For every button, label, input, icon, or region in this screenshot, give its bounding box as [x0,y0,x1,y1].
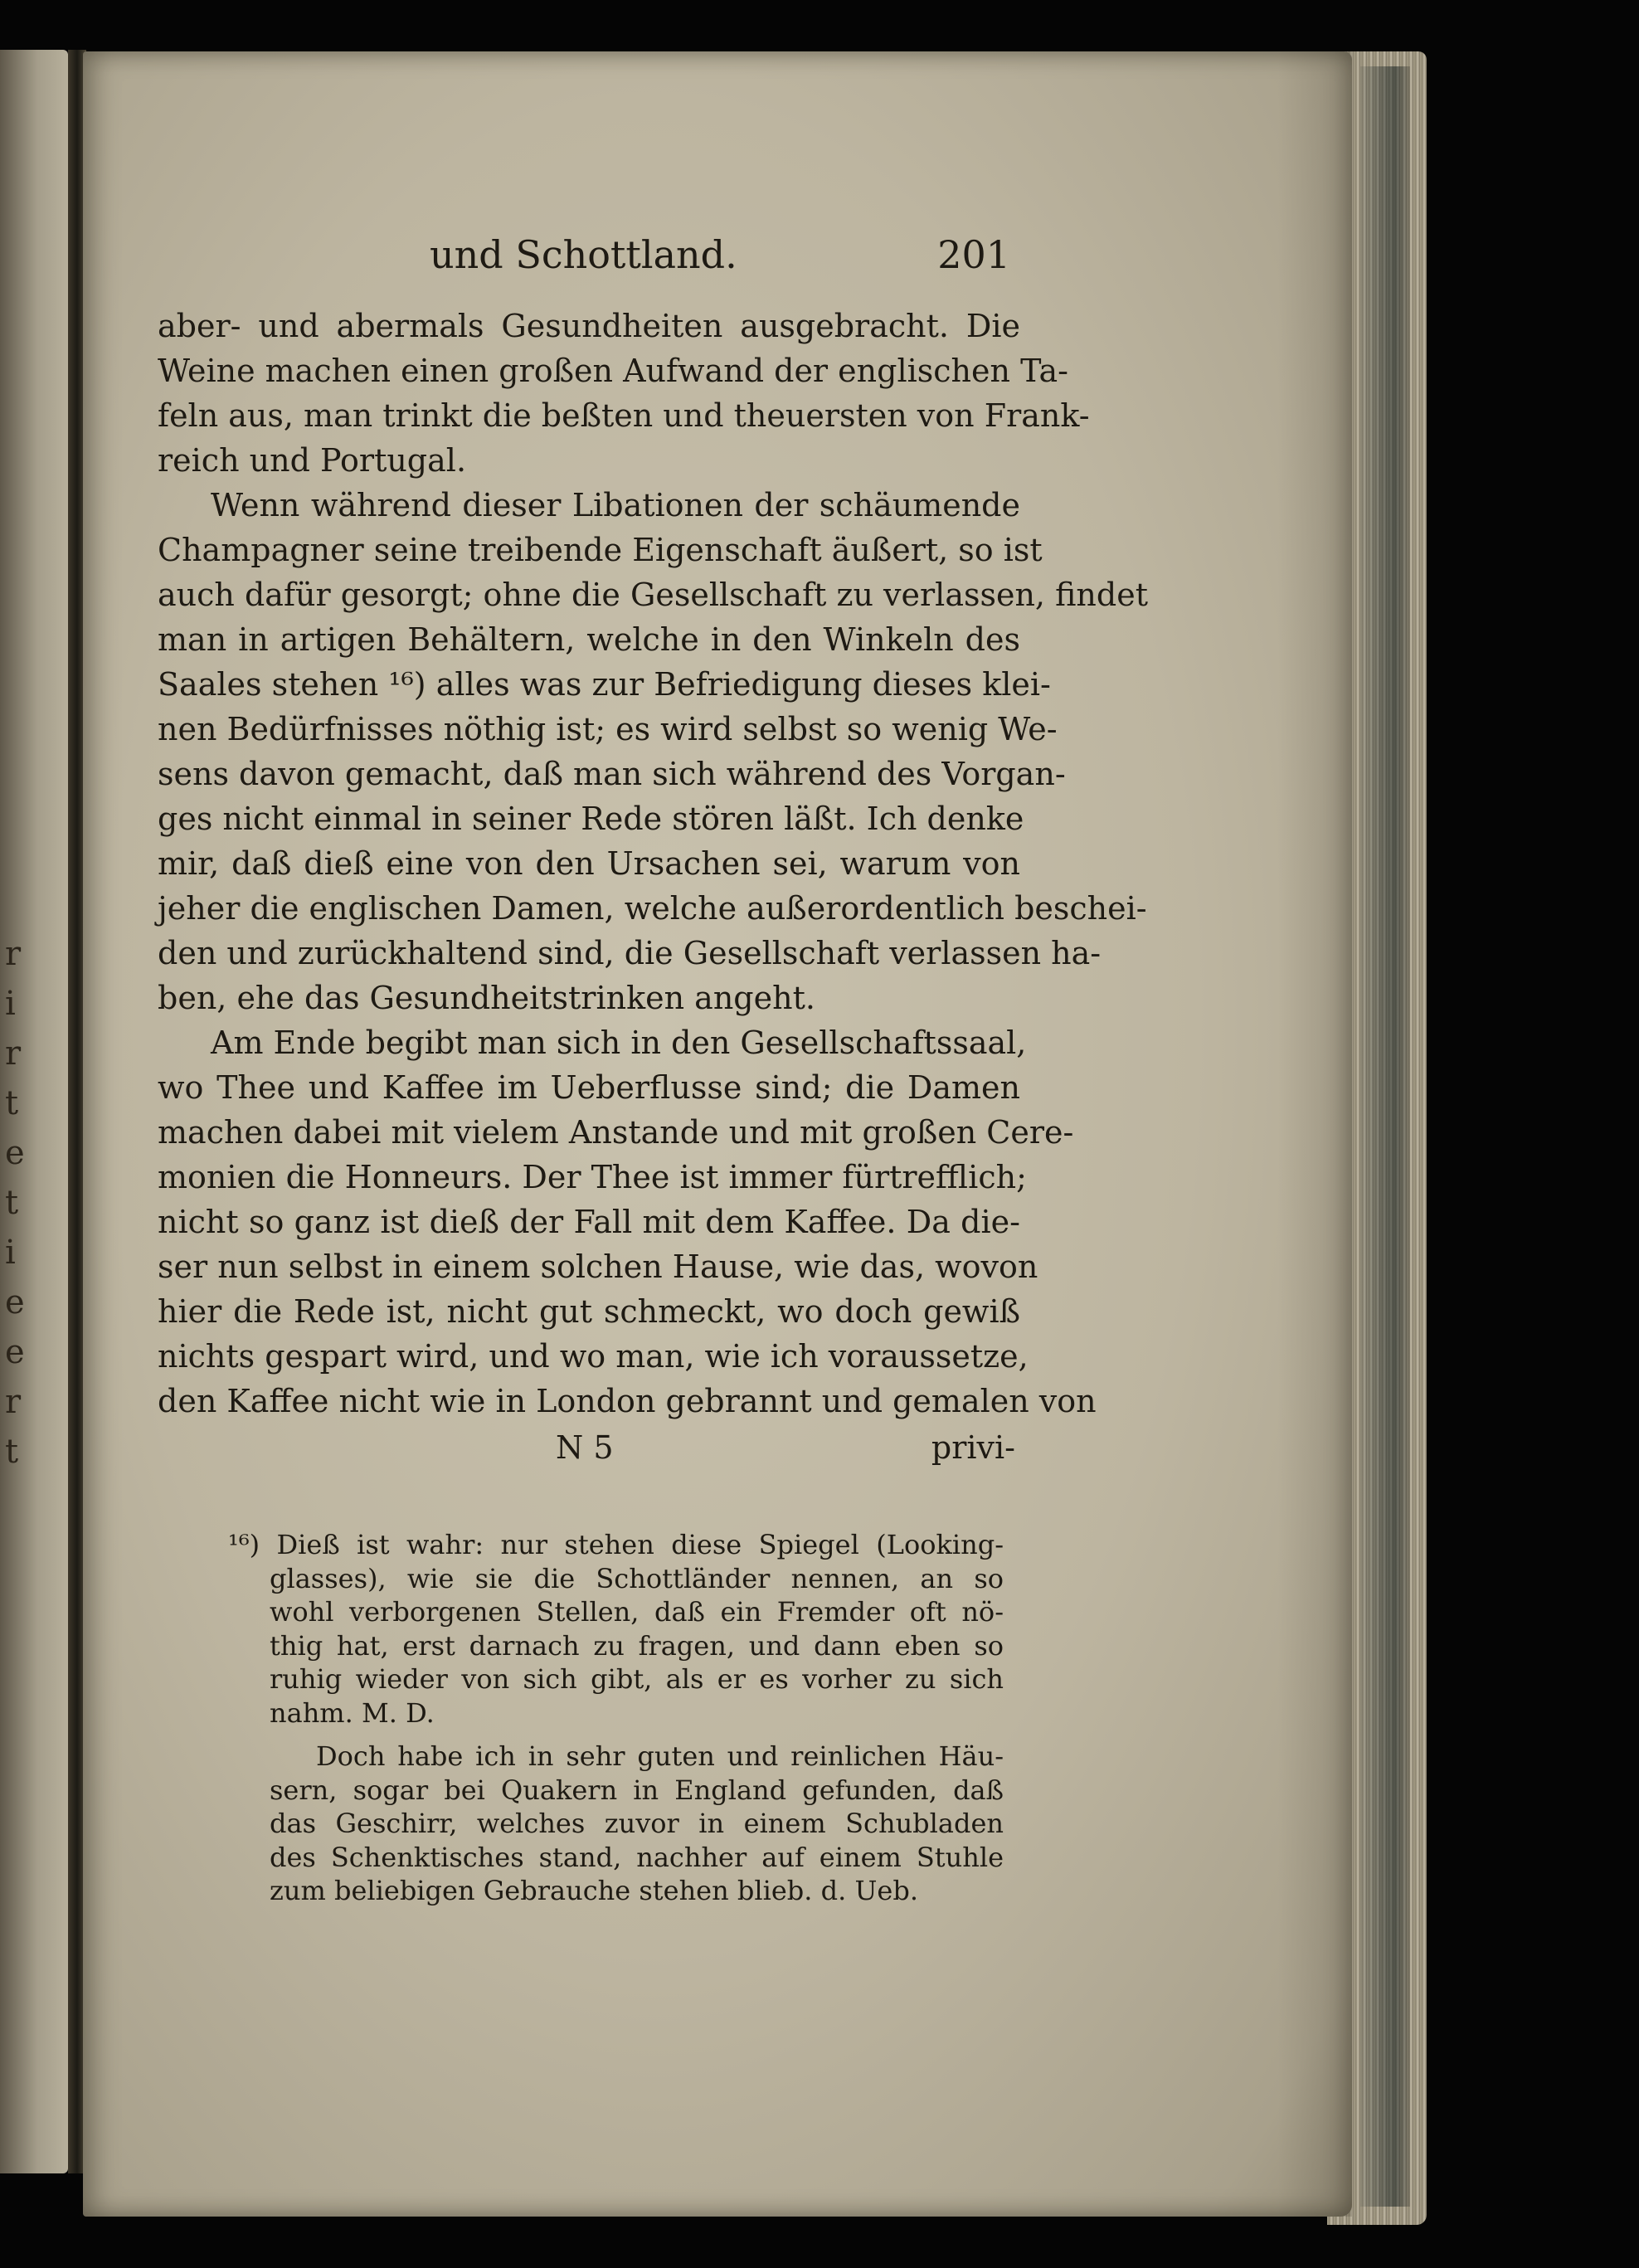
facing-page-letters [5,929,30,1477]
text-line: machen dabei mit vielem Anstande und mit großen Cere- [158,1114,1074,1151]
facing-letter: t [5,1433,19,1471]
text-line: ges nicht einmal in seiner Rede stören läßt. Ich denke [158,801,1024,837]
facing-letter: i [5,1234,16,1272]
page-number: 201 [937,232,1010,277]
text-line: feln aus, man trinkt die beßten und theuersten von Frank- [158,397,1090,434]
page-content [158,232,1148,1908]
text-line: aber- und abermals Gesundheiten ausgebracht. Die [158,308,1020,344]
text-line: nen Bedürfnisses nöthig ist; es wird selbst so wenig We- [158,711,1058,747]
text-line: den Kaffee nicht wie in London gebrannt und gemalen von [158,1383,1097,1419]
footnote-line: zum beliebigen Gebrauche stehen blieb. d. Ueb. [270,1875,918,1906]
footnote-line: ¹⁶) Dieß ist wahr: nur stehen diese Spiegel (Looking- [228,1529,1004,1560]
facing-letter: t [5,1084,19,1122]
text-line: den und zurückhaltend sind, die Gesellschaft verlassen ha- [158,935,1102,971]
text-line: auch dafür gesorgt; ohne die Gesellschaft zu verlassen, findet [158,577,1148,613]
facing-letter: r [5,935,22,973]
text-line: wo Thee und Kaffee im Ueberflusse sind; die Damen [158,1069,1020,1106]
page-header [158,232,1020,292]
text-line: sens davon gemacht, daß man sich während des Vorgan- [158,756,1066,792]
facing-letter: e [5,1333,25,1371]
paragraph [158,483,1148,1020]
facing-letter: r [5,1383,22,1421]
footnote-line: wohl verborgenen Stellen, daß ein Fremder oft nö- [270,1596,1004,1628]
text-line: ser nun selbst in einem solchen Hause, wie das, wovon [158,1248,1038,1285]
text-line: nichts gespart wird, und wo man, wie ich voraussetze, [158,1338,1029,1375]
body-text [158,304,1148,1424]
catchword: privi- [931,1429,1015,1466]
text-line: Weine machen einen großen Aufwand der englischen Ta- [158,353,1068,389]
text-line: mir, daß dieß eine von den Ursachen sei, warum von [158,845,1020,882]
footnote-line: nahm. M. D. [270,1696,435,1729]
footnote-line: des Schenktisches stand, nachher auf einem Stuhle [270,1841,1004,1873]
footnote-line: sern, sogar bei Quakern in England gefunden, daß [270,1774,1004,1806]
footnotes [158,1528,1004,1908]
text-line: ben, ehe das Gesundheitstrinken angeht. [158,980,815,1016]
text-line: reich und Portugal. [158,442,467,479]
facing-letter: t [5,1184,19,1222]
text-line: man in artigen Behältern, welche in den Winkeln des [158,621,1020,658]
signature-mark: N 5 [556,1429,614,1466]
running-head: und Schottland. [430,232,737,277]
text-line: monien die Honneurs. Der Thee ist immer fürtrefflich; [158,1159,1027,1195]
facing-letter: i [5,985,16,1023]
text-line: Am Ende begibt man sich in den Gesellschaftssaal, [211,1024,1027,1061]
signature-line [158,1425,1020,1475]
text-line: Champagner seine treibende Eigenschaft äußert, so ist [158,532,1043,568]
text-line: hier die Rede ist, nicht gut schmeckt, wo doch gewiß [158,1293,1020,1330]
page-edge-shadow [1360,66,1410,2207]
facing-letter: e [5,1134,25,1172]
footnote-line: ruhig wieder von sich gibt, als er es vorher zu sich [270,1663,1004,1695]
footnote-line: Doch habe ich in sehr guten und reinlichen Häu- [316,1740,1004,1772]
paragraph [158,1020,1097,1424]
page-curl-shadow [1277,51,1352,2217]
paragraph [158,304,1090,483]
footnote-line: das Geschirr, welches zuvor in einem Schubladen [270,1808,1004,1839]
footnote-line: thig hat, erst darnach zu fragen, und dann eben so [270,1629,1004,1662]
footnote-line: glasses), wie sie die Schottländer nennen, an so [270,1562,1004,1594]
text-line: Saales stehen ¹⁶) alles was zur Befriedigung dieses klei- [158,666,1051,703]
facing-letter: e [5,1283,25,1321]
text-line: jeher die englischen Damen, welche außerordentlich beschei- [158,890,1147,927]
text-line: nicht so ganz ist dieß der Fall mit dem Kaffee. Da die- [158,1204,1020,1240]
text-line: Wenn während dieser Libationen der schäumende [211,487,1020,523]
footnote [270,1740,1004,1908]
facing-page-edge [0,50,68,2173]
facing-letter: r [5,1034,22,1073]
footnote [228,1528,1004,1730]
